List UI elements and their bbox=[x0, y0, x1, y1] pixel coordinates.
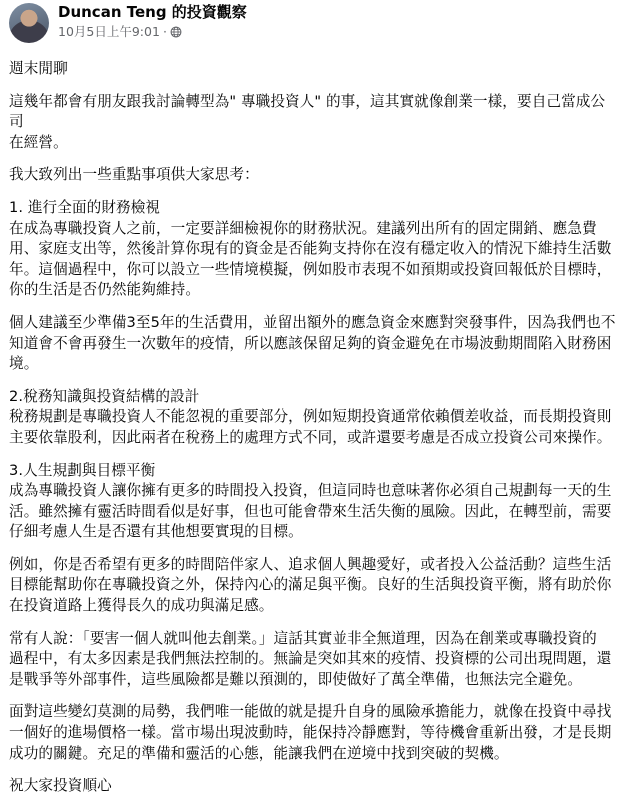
post-text-line: 例如，你是否希望有更多的時間陪伴家人、追求個人興趣愛好，或者投入公益活動？這些生活 bbox=[9, 555, 612, 573]
section-heading-1: 1. 進行全面的財務檢視 bbox=[9, 198, 161, 216]
post-text-line: 成功的關鍵。充足的準備和靈活的心態，能讓我們在逆境中找到突破的契機。 bbox=[9, 744, 509, 762]
separator-dot: · bbox=[162, 24, 167, 39]
post-text-line: 這幾年都會有朋友跟我討論轉型為" 專職投資人" 的事，這其實就像創業一樣，要自己當成公司 bbox=[9, 92, 606, 131]
author-avatar[interactable] bbox=[9, 3, 49, 43]
post-meta bbox=[58, 2, 247, 41]
post-text-line: 過程中，有太多因素是我們無法控制的。無論是突如其來的疫情、投資標的公司出現問題，還 bbox=[9, 650, 612, 668]
section-heading-3: 3.人生規劃與目標平衡 bbox=[9, 461, 156, 479]
post-timestamp[interactable]: 10月5日上午9:01 bbox=[58, 24, 160, 39]
author-name[interactable]: Duncan Teng 的投資觀察 bbox=[58, 3, 247, 21]
post-text-line: 用、家庭支出等，然後計算你現有的資金是否能夠支持你在沒有穩定收入的情況下維持生活數 bbox=[9, 240, 612, 258]
globe-icon[interactable] bbox=[170, 26, 182, 38]
section-heading-2: 2.稅務知識與投資結構的設計 bbox=[9, 387, 200, 405]
post-text-line: 在成為專職投資人之前，一定要詳細檢視你的財務狀況。建議列出所有的固定開銷、應急費 bbox=[9, 219, 597, 237]
post-text-line: 主要依靠股利，因此兩者在稅務上的處理方式不同，或許還要考慮是否成立投資公司來操作。 bbox=[9, 428, 612, 446]
post-text-line: 境。 bbox=[9, 355, 39, 373]
post-text-line: 在經營。 bbox=[9, 133, 68, 151]
post-text-line: 知道會不會再發生一次數年的疫情，所以應該保留足夠的資金避免在市場波動期間陷入財務困 bbox=[9, 334, 612, 352]
post-text-line: 在投資道路上獲得長久的成功與滿足感。 bbox=[9, 597, 274, 615]
post-text-line: 你的生活是否仍然能夠維持。 bbox=[9, 281, 201, 299]
post-text-line: 面對這些變幻莫測的局勢，我們唯一能做的就是提升自身的風險承擔能力，就像在投資中尋找 bbox=[9, 703, 612, 721]
post-text-line: 目標能幫助你在專職投資之外，保持內心的滿足與平衡。良好的生活與投資平衡，將有助於你 bbox=[9, 576, 612, 594]
post-text-line: 成為專職投資人讓你擁有更多的時間投入投資，但這同時也意味著你必須自己規劃每一天的生 bbox=[9, 482, 612, 500]
post-text-line: 是戰爭等外部事件，這些風險都是難以預測的，即使做好了萬全準備，也無法完全避免。 bbox=[9, 670, 583, 688]
post-closing-line: 祝大家投資順心 bbox=[9, 777, 112, 795]
post-paragraph: 我大致列出一些重點事項供大家思考： bbox=[9, 166, 259, 184]
post-text-line: 稅務規劃是專職投資人不能忽視的重要部分，例如短期投資通常依賴價差收益，而長期投資則 bbox=[9, 408, 612, 426]
post-text-line: 活。雖然擁有靈活時間看似是好事，但也可能會帶來生活失衡的風險。因此，在轉型前，需要 bbox=[9, 502, 612, 520]
post-paragraph: 週末閒聊 bbox=[9, 60, 68, 77]
post-text-line: 常有人說：「要害一個人就叫他去創業。」這話其實並非全無道理，因為在創業或專職投資的 bbox=[9, 629, 597, 647]
post-text-line: 年。這個過程中，你可以設立一些情境模擬，例如股市表現不如預期或投資回報低於目標時， bbox=[9, 260, 612, 278]
post-text-line: 個人建議至少準備3至5年的生活費用，並留出額外的應急資金來應對突發事件，因為我們也不 bbox=[9, 313, 616, 331]
post-text-line: 仔細考慮人生是否還有其他想要實現的目標。 bbox=[9, 523, 303, 541]
post-header bbox=[9, 0, 627, 50]
post-subline bbox=[58, 23, 247, 41]
post-body bbox=[9, 50, 627, 797]
post-text-line: 一個好的進場價格一樣。當市場出現波動時，能保持冷靜應對，等待機會重新出發，才是長期 bbox=[9, 724, 612, 742]
